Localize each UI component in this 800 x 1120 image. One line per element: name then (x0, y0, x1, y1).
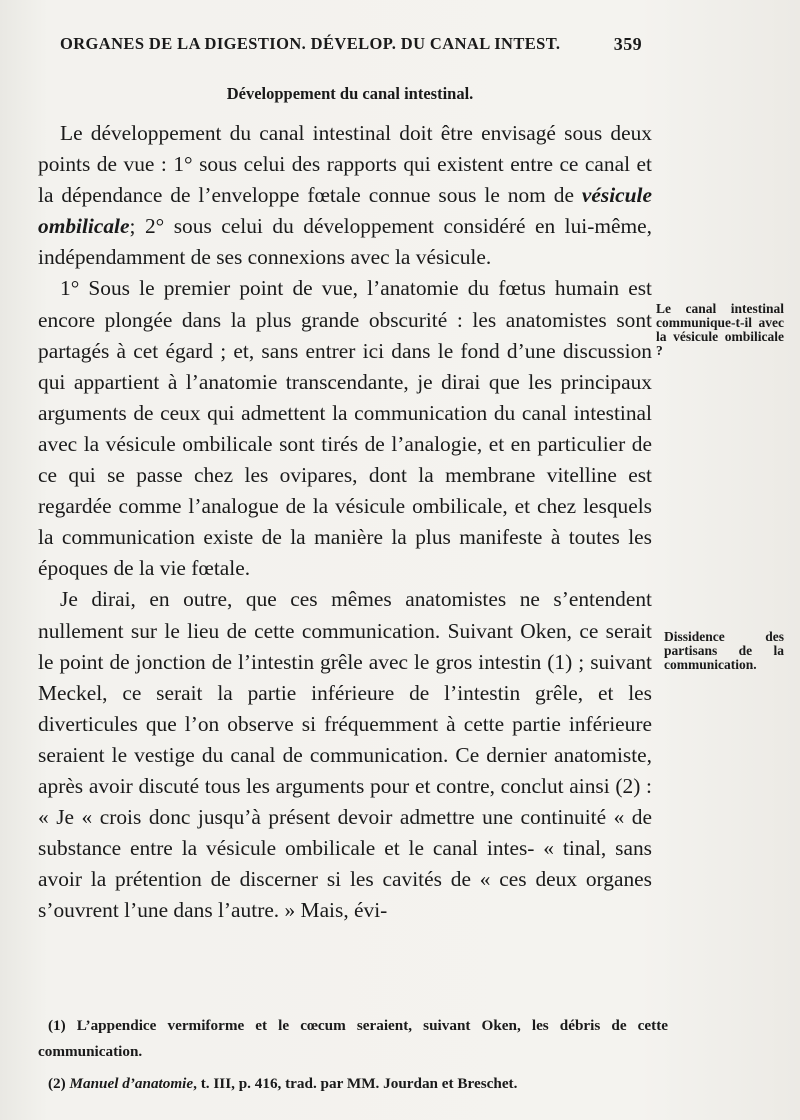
paragraph-1-end: ; 2° sous celui du développement considéré en lui-même, indépendamment de ses connexions avec la vésicule. (38, 214, 652, 270)
footnote-2-label: (2) (48, 1075, 70, 1092)
paragraph-3: Je dirai, en outre, que ces mêmes anatomistes ne s’entendent nullement sur le lieu de cette communication. Suivant Oken, ce serait le point de jonction de l’intestin grêle avec le gros intestin (1) ; suivant Meckel, ce serait la partie inférieure de l’intestin grêle, et les diverticules que l’on observe si fréquemment à cette partie inférieure seraient le vestige du canal de communication. Ce dernier anatomiste, après avoir discuté tous les arguments pour et contre, conclut ainsi (2) : « Je « crois donc jusqu’à présent devoir admettre une continuité « de substance entre la vésicule ombilicale et le canal intes- « tinal, sans avoir la prétention de discerner si les cavités de « ces deux organes s’ouvrent l’une dans l’autre. » Mais, évi- (38, 587, 652, 923)
margin-note-communication: Le canal intestinal communique-t-il avec la vésicule ombilicale ? (656, 301, 784, 358)
paragraph-1-term: vésicule ombilicale (38, 183, 652, 239)
section-title: Développement du canal intestinal. (226, 84, 474, 103)
paragraph-2: 1° Sous le premier point de vue, l’anatomie du fœtus humain est encore plongée dans la plus grande obscurité : les anatomistes sont partagés à cet égard ; et, sans entrer ici dans le fond d’une discussion qui appartient à l’anatomie transcendante, je dirai que les principaux arguments de ceux qui admettent la communication du canal intestinal avec la vésicule ombilicale sont tirés de l’analogie, et en particulier de ce qui se passe chez les ovipares, dont la membrane vitelline est regardée comme l’analogue de la vésicule ombilicale, et chez lesquels la communication existe de la manière la plus manifeste à toutes les époques de la vie fœtale. (38, 276, 652, 581)
running-head-title: ORGANES DE LA DIGESTION. DÉVELOP. DU CANAL INTEST. (60, 34, 561, 53)
page-number: 359 (613, 34, 642, 54)
footnote-1: (1) L’appendice vermiforme et le cœcum seraient, suivant Oken, les débris de cette communication. (38, 1017, 668, 1060)
footnote-2 (38, 1071, 668, 1097)
running-head (60, 34, 642, 54)
body-text (38, 118, 652, 926)
footnote-2-rest: , t. III, p. 416, trad. par MM. Jourdan et Breschet. (193, 1075, 518, 1092)
footnote-2-title: Manuel d’anatomie (69, 1075, 194, 1092)
margin-note-dissidence: Dissidence des partisans de la communication. (664, 629, 784, 672)
paragraph-1-text: Le développement du canal intestinal doit être envisagé sous deux points de vue : 1° sous celui des rapports qui existent entre ce canal et la dépendance de l’enveloppe fœtale connue sous le nom de (38, 121, 652, 208)
paragraph-1 (38, 118, 652, 273)
footnotes (38, 1013, 668, 1097)
